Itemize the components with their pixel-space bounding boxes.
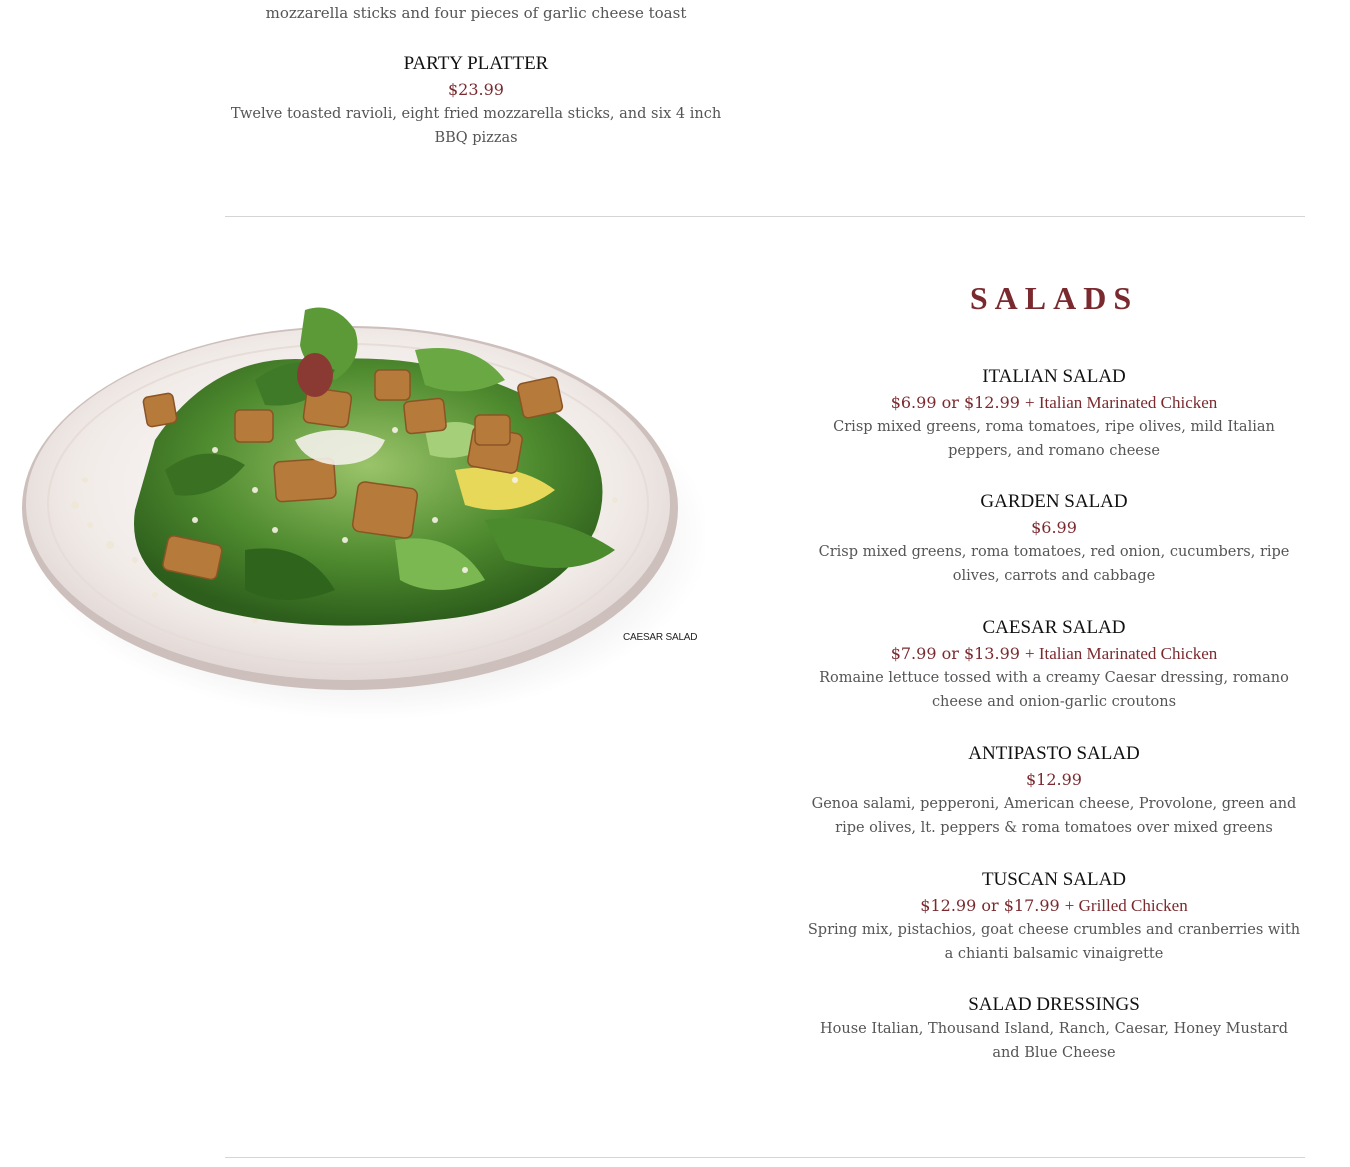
section-divider: [225, 1157, 1305, 1158]
item-description: Romaine lettuce tossed with a creamy Caesar dressing, romano cheese and onion-garlic croutons: [819, 670, 1289, 710]
menu-item-garden-salad: [805, 490, 1303, 588]
section-title: SALADS: [969, 280, 1139, 316]
item-description: Genoa salami, pepperoni, American cheese, Provolone, green and ripe olives, lt. peppers & roma tomatoes over mixed greens: [811, 796, 1297, 836]
item-price: $23.99: [448, 80, 504, 99]
item-description: Crisp mixed greens, roma tomatoes, ripe olives, mild Italian peppers, and romano cheese: [833, 419, 1275, 459]
price-addon: + Italian Marinated Chicken: [1025, 393, 1218, 412]
item-name: ITALIAN SALAD: [982, 366, 1126, 387]
item-price: [805, 391, 1303, 415]
price-text: $12.99: [1026, 770, 1082, 789]
price-text: $12.99 or $17.99: [920, 896, 1060, 915]
menu-item-antipasto-salad: [805, 742, 1303, 840]
section-divider: [225, 216, 1305, 217]
menu-item-party-platter: [225, 52, 727, 150]
item-price: [805, 516, 1303, 540]
menu-item-caesar-salad: [805, 616, 1303, 714]
item-price: [805, 642, 1303, 666]
item-price: [805, 894, 1303, 918]
item-name: ANTIPASTO SALAD: [968, 743, 1140, 764]
price-addon: + Grilled Chicken: [1064, 896, 1188, 915]
price-text: $7.99 or $13.99: [890, 644, 1020, 663]
item-name: GARDEN SALAD: [980, 491, 1128, 512]
item-name: PARTY PLATTER: [403, 53, 549, 74]
menu-item-salad-dressings: [805, 993, 1303, 1065]
item-name: SALAD DRESSINGS: [968, 994, 1140, 1015]
previous-item-description: mozzarella sticks and four pieces of garlic cheese toast: [265, 4, 687, 22]
price-text: $6.99 or $12.99: [890, 393, 1020, 412]
item-description: Spring mix, pistachios, goat cheese crumbles and cranberries with a chianti balsamic vinaigrette: [807, 922, 1301, 962]
item-description: House Italian, Thousand Island, Ranch, Caesar, Honey Mustard and Blue Cheese: [820, 1021, 1288, 1061]
menu-item-tuscan-salad: [805, 868, 1303, 966]
item-name: CAESAR SALAD: [982, 617, 1126, 638]
item-description: Crisp mixed greens, roma tomatoes, red onion, cucumbers, ripe olives, carrots and cabbage: [818, 544, 1290, 584]
item-name: TUSCAN SALAD: [981, 869, 1127, 890]
price-addon: + Italian Marinated Chicken: [1025, 644, 1218, 663]
photo-caption: CAESAR SALAD: [623, 632, 698, 643]
caesar-salad-photo: [15, 290, 705, 730]
menu-item-italian-salad: [805, 365, 1303, 463]
item-price: [805, 768, 1303, 792]
item-description: Twelve toasted ravioli, eight fried mozzarella sticks, and six 4 inch BBQ pizzas: [230, 106, 722, 146]
price-text: $6.99: [1031, 518, 1077, 537]
